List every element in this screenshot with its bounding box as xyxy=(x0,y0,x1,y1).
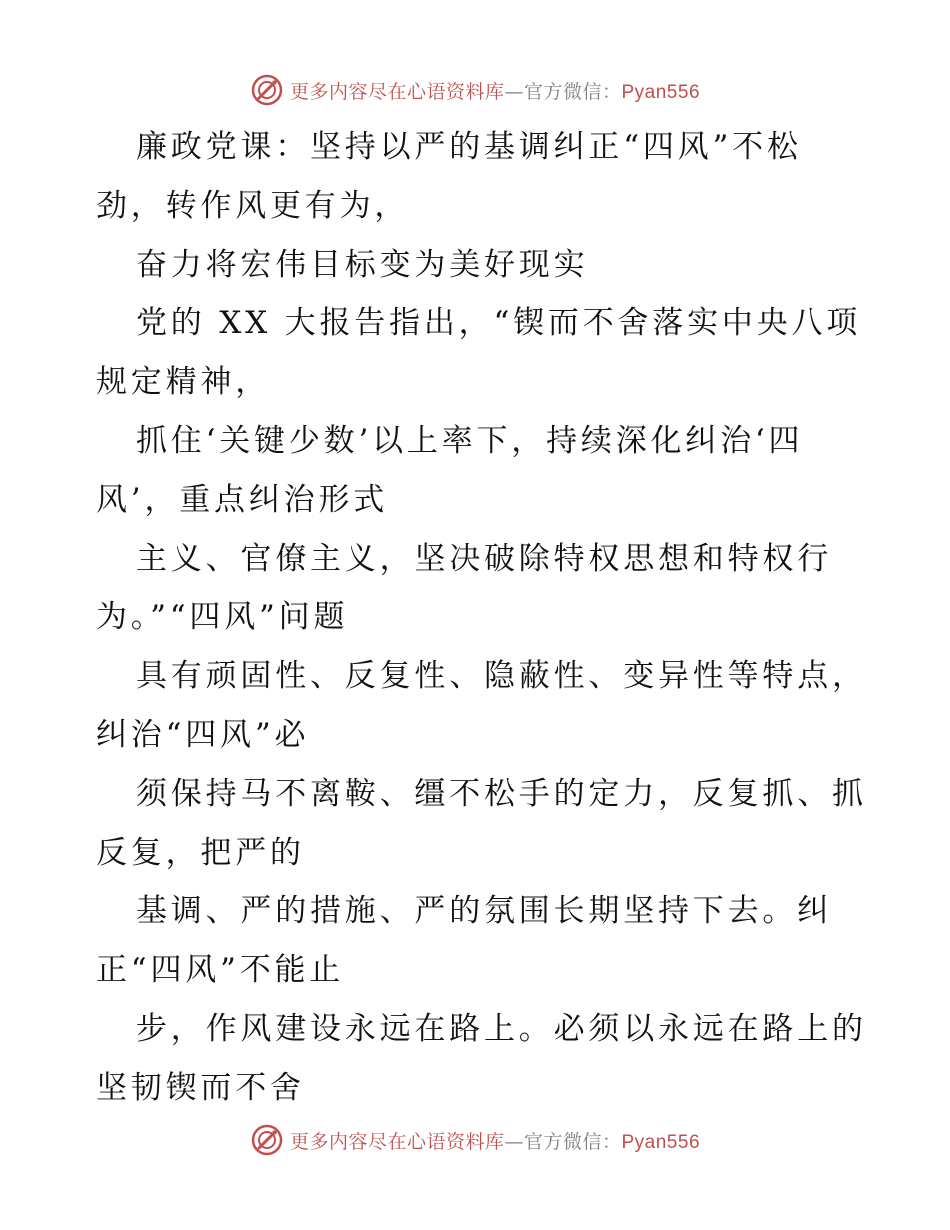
text-line: 反复，把严的 xyxy=(96,834,305,871)
footer-separator-text: —官方微信： xyxy=(504,1130,622,1153)
text-line: 具有顽固性、反复性、隐蔽性、变异性等特点， xyxy=(136,658,867,695)
text-line: 风’，重点纠治形式 xyxy=(96,481,389,518)
text-line: 党的 XX 大报告指出，“锲而不舍落实中央八项 xyxy=(136,305,862,342)
footer-watermark-banner xyxy=(0,1120,950,1160)
text-line: 劲，转作风更有为， xyxy=(96,187,410,224)
header-separator-text: —官方微信： xyxy=(504,80,622,103)
text-line: 抓住‘关键少数’以上率下，持续深化纠治‘四 xyxy=(136,422,804,459)
text-line: 主义、官僚主义，坚决破除特权思想和特权行 xyxy=(136,540,832,577)
text-line: 规定精神， xyxy=(96,364,270,401)
header-banner-text xyxy=(290,77,700,104)
document-body xyxy=(96,118,867,1118)
brand-logo-icon xyxy=(250,1123,284,1157)
header-watermark-banner xyxy=(0,70,950,110)
text-line: 基调、严的措施、严的氛围长期坚持下去。纠 xyxy=(136,893,832,930)
footer-banner-text xyxy=(290,1127,700,1154)
brand-logo-icon xyxy=(250,73,284,107)
text-line: 须保持马不离鞍、缰不松手的定力，反复抓、抓 xyxy=(136,775,867,812)
text-line: 为。”“四风”问题 xyxy=(96,599,349,636)
text-line: 奋力将宏伟目标变为美好现实 xyxy=(136,246,589,283)
header-brand-text: 更多内容尽在心语资料库 xyxy=(289,80,505,103)
text-line: 正“四风”不能止 xyxy=(96,952,345,989)
footer-brand-text: 更多内容尽在心语资料库 xyxy=(289,1130,505,1153)
footer-wechat-id: Pyan556 xyxy=(621,1131,701,1153)
text-line: 纠治“四风”必 xyxy=(96,716,310,753)
header-wechat-id: Pyan556 xyxy=(621,81,701,103)
text-line: 廉政党课：坚持以严的基调纠正“四风”不松 xyxy=(136,129,802,165)
text-line: 步，作风建设永远在路上。必须以永远在路上的 xyxy=(136,1010,867,1047)
text-line: 坚韧锲而不舍 xyxy=(96,1069,305,1106)
